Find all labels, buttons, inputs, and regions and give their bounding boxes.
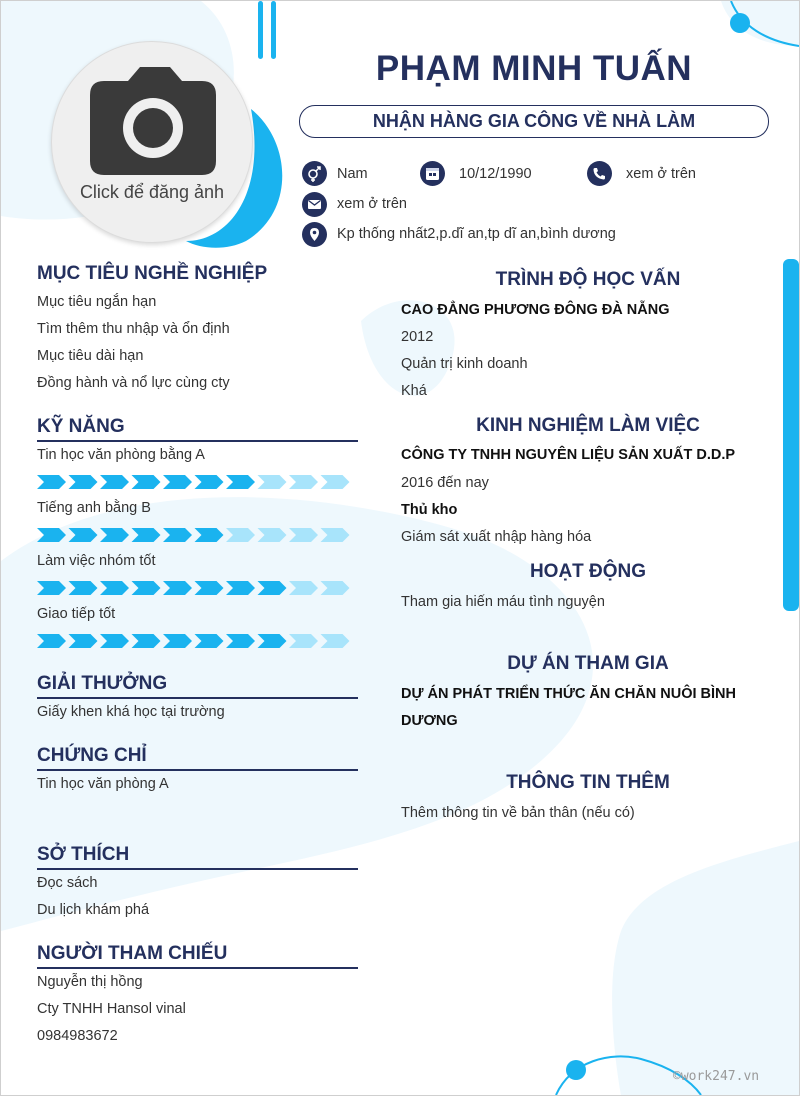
experience-period: 2016 đến nay <box>401 475 489 491</box>
job-title: NHẬN HÀNG GIA CÔNG VỀ NHÀ LÀM <box>299 105 769 138</box>
education-title: TRÌNH ĐỘ HỌC VẤN <box>495 269 681 290</box>
profile-photo-upload[interactable] <box>51 41 253 243</box>
awards-title: GIẢI THƯỞNG <box>37 673 168 694</box>
skill-chevron-filled <box>100 581 129 595</box>
candidate-name: PHẠM MINH TUẤN <box>375 49 693 88</box>
skill-chevron-filled <box>195 475 224 489</box>
education-school: CAO ĐẲNG PHƯƠNG ĐÔNG ĐÀ NẴNG <box>401 302 670 318</box>
certificates-title: CHỨNG CHỈ <box>37 745 147 766</box>
skill-chevron-empty <box>321 528 350 542</box>
experience-company: CÔNG TY TNHH NGUYÊN LIỆU SẢN XUẤT D.D.P <box>401 447 736 463</box>
education-grade: Khá <box>401 383 427 399</box>
skill-chevron-empty <box>321 634 350 648</box>
reference-item: Nguyễn thị hồng <box>37 974 143 990</box>
phone-icon <box>587 161 612 186</box>
skill-chevron-filled <box>69 528 98 542</box>
certificate-item: Tin học văn phòng A <box>37 776 169 792</box>
activities-text: Tham gia hiến máu tình nguyện <box>401 594 605 610</box>
award-item: Giấy khen khá học tại trường <box>37 704 225 720</box>
skill-chevron-filled <box>132 581 161 595</box>
skill-level-bar <box>37 528 357 542</box>
skill-chevron-filled <box>132 634 161 648</box>
experience-position: Thủ kho <box>401 502 458 518</box>
skill-chevron-filled <box>258 581 287 595</box>
skill-chevron-filled <box>163 634 192 648</box>
skill-chevron-filled <box>226 581 255 595</box>
skill-chevron-filled <box>195 581 224 595</box>
experience-title: KINH NGHIỆM LÀM VIỆC <box>476 415 700 436</box>
project-name-cont: DƯƠNG <box>401 713 458 729</box>
references-divider <box>37 967 358 969</box>
skill-chevron-filled <box>69 634 98 648</box>
objective-item: Mục tiêu dài hạn <box>37 348 144 364</box>
awards-divider <box>37 697 358 699</box>
skill-chevron-filled <box>226 475 255 489</box>
birthdate-value: 10/12/1990 <box>459 166 532 182</box>
skill-chevron-filled <box>69 581 98 595</box>
references-title: NGƯỜI THAM CHIẾU <box>37 943 228 964</box>
reference-item: Cty TNHH Hansol vinal <box>37 1001 186 1017</box>
watermark: ©work247.vn <box>673 1069 760 1084</box>
reference-item: 0984983672 <box>37 1028 118 1044</box>
skill-chevron-empty <box>289 581 318 595</box>
skill-chevron-filled <box>163 475 192 489</box>
calendar-icon <box>420 161 445 186</box>
education-year: 2012 <box>401 329 434 345</box>
email-icon <box>302 192 327 217</box>
skills-divider <box>37 440 358 442</box>
objective-item: Mục tiêu ngắn hạn <box>37 294 157 310</box>
hobby-item: Du lịch khám phá <box>37 902 150 918</box>
projects-title: DỰ ÁN THAM GIA <box>507 653 669 674</box>
email-value: xem ở trên <box>337 196 407 212</box>
skill-chevron-filled <box>132 475 161 489</box>
location-icon <box>302 222 327 247</box>
skill-level-bar <box>37 634 357 648</box>
gender-value: Nam <box>337 166 368 182</box>
objective-item: Đồng hành và nổ lực cùng cty <box>37 375 230 391</box>
skill-chevron-filled <box>37 475 66 489</box>
skill-chevron-filled <box>37 581 66 595</box>
skill-label: Làm việc nhóm tốt <box>37 553 156 569</box>
skill-chevron-empty <box>321 475 350 489</box>
phone-value: xem ở trên <box>626 166 696 182</box>
hobbies-divider <box>37 868 358 870</box>
skill-level-bar <box>37 475 357 489</box>
skill-chevron-empty <box>289 475 318 489</box>
skill-chevron-empty <box>258 528 287 542</box>
skill-chevron-filled <box>258 634 287 648</box>
skill-chevron-empty <box>226 528 255 542</box>
skill-level-bar <box>37 581 357 595</box>
skill-chevron-filled <box>69 475 98 489</box>
address-value: Kp thống nhất2,p.dĩ an,tp dĩ an,bình dương <box>337 226 616 242</box>
skill-chevron-empty <box>289 634 318 648</box>
skill-label: Tiếng anh bằng B <box>37 500 151 516</box>
skill-chevron-filled <box>100 475 129 489</box>
additional-title: THÔNG TIN THÊM <box>506 772 670 793</box>
activities-title: HOẠT ĐỘNG <box>529 561 647 582</box>
skill-chevron-empty <box>289 528 318 542</box>
education-major: Quản trị kinh doanh <box>401 356 528 372</box>
skill-chevron-filled <box>163 581 192 595</box>
gender-icon <box>302 161 327 186</box>
skill-chevron-filled <box>132 528 161 542</box>
skill-label: Tin học văn phòng bằng A <box>37 447 205 463</box>
skills-title: KỸ NĂNG <box>37 416 125 437</box>
certificates-divider <box>37 769 358 771</box>
skill-chevron-filled <box>163 528 192 542</box>
skill-chevron-filled <box>100 528 129 542</box>
skill-label: Giao tiếp tốt <box>37 606 116 622</box>
hobbies-title: SỞ THÍCH <box>37 844 130 865</box>
skill-chevron-empty <box>258 475 287 489</box>
skill-chevron-filled <box>100 634 129 648</box>
project-name: DỰ ÁN PHÁT TRIỂN THỨC ĂN CHĂN NUÔI BÌNH <box>401 686 736 702</box>
hobby-item: Đọc sách <box>37 875 98 891</box>
skill-chevron-empty <box>321 581 350 595</box>
camera-icon <box>90 67 216 175</box>
skill-chevron-filled <box>195 528 224 542</box>
photo-upload-label: Click để đăng ảnh <box>79 182 225 202</box>
experience-description: Giám sát xuất nhập hàng hóa <box>401 529 592 545</box>
objective-title: MỤC TIÊU NGHỀ NGHIỆP <box>37 263 268 284</box>
skill-chevron-filled <box>37 634 66 648</box>
skill-chevron-filled <box>226 634 255 648</box>
additional-text: Thêm thông tin về bản thân (nếu có) <box>401 805 635 821</box>
objective-item: Tìm thêm thu nhập và ổn định <box>37 321 230 337</box>
skill-chevron-filled <box>37 528 66 542</box>
skill-chevron-filled <box>195 634 224 648</box>
